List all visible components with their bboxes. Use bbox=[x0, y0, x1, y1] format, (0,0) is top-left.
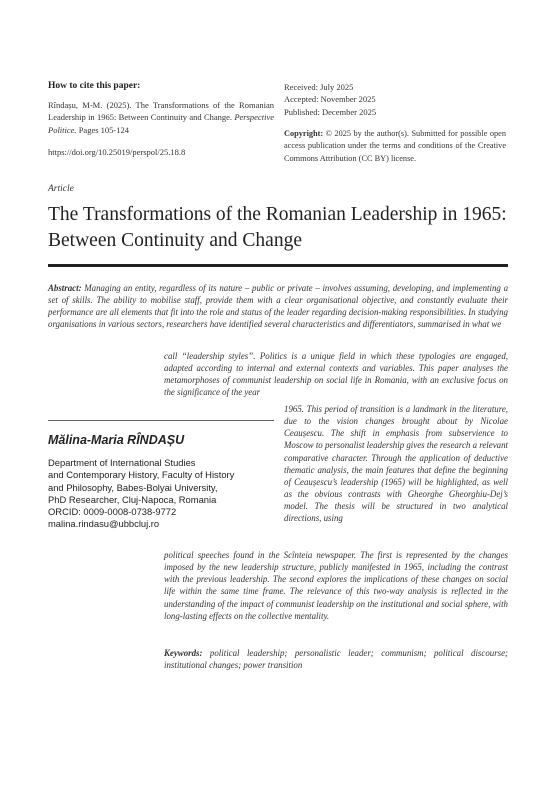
abstract-part-1 bbox=[48, 282, 508, 331]
citation-text: Rîndașu, M-M. (2025). The Transformations of the Romanian Leadership in 1965: Between Continuity and Change. Perspective Politice. Pages 105-124 bbox=[48, 100, 274, 135]
affiliation-line: and Contemporary History, Faculty of History bbox=[48, 469, 235, 481]
abstract-part-3: 1965. This period of transition is a landmark in the literature, due to the vision changes brought about by Nicolae Ceaușescu. The shift in emphasis from subservience to Moscow to personalist leadership gives the research a relevant comparative character. Through the application of deductive thematic analysis, the main features that define the beginning of Ceaușescu’s leadership (1965) will be highlighted, as well as the obvious contrasts with Gheorghe Gheorghiu-Dej’s model. The thesis will be structured in two analytical directions, using bbox=[284, 404, 508, 524]
copyright-notice bbox=[284, 128, 506, 165]
author-divider bbox=[48, 420, 274, 421]
orcid[interactable]: ORCID: 0009-0008-0738-9772 bbox=[48, 506, 177, 518]
cite-heading: How to cite this paper: bbox=[48, 81, 141, 91]
article-title: The Transformations of the Romanian Leadership in 1965: Between Continuity and Change bbox=[48, 204, 507, 251]
affiliation-line: PhD Researcher, Cluj-Napoca, Romania bbox=[48, 493, 217, 505]
title-divider bbox=[48, 264, 508, 267]
accepted-date: Accepted: November 2025 bbox=[284, 94, 376, 105]
published-date: Published: December 2025 bbox=[284, 106, 377, 117]
author-affiliation bbox=[48, 457, 278, 531]
affiliation-line: and Philosophy, Babes-Bolyai University, bbox=[48, 481, 218, 493]
abstract-part-4: political speeches found in the Scînteia newspaper. The first is represented by the changes imposed by the new leadership structure, publicly manifested in 1965, including the contrast with the previous leadership. The second explores the implications of these changes on social life within the same time frame. The relevance of this two-way analysis is reflected in the understanding of the impact of communist leadership on the institutional and social sphere, with long-lasting effects on the collective mentality. bbox=[164, 550, 508, 621]
received-date: Received: July 2025 bbox=[284, 82, 354, 92]
keywords bbox=[164, 647, 508, 671]
publication-dates bbox=[284, 81, 376, 118]
keywords-label: Keywords: bbox=[164, 648, 203, 658]
article-type: Article bbox=[48, 184, 74, 194]
abstract-label: Abstract: bbox=[48, 283, 82, 293]
copyright-text: © 2025 by the author(s). Submitted for possible open access publication under the terms and conditions of the Creative Commons Attribution (CC BY) license. bbox=[284, 129, 506, 163]
affiliation-line: Department of International Studies bbox=[48, 457, 196, 468]
doi-link[interactable]: https://doi.org/10.25019/perspol/25.18.8 bbox=[48, 147, 186, 157]
author-email[interactable]: malina.rindasu@ubbcluj.ro bbox=[48, 518, 160, 530]
author-name: Mălina-Maria RÎNDAȘU bbox=[48, 433, 185, 447]
keywords-text: political leadership; personalistic leader; communism; political discourse; institutional changes; power transition bbox=[164, 648, 508, 671]
abstract-part-2: call “leadership styles”. Politics is a unique field in which these typologies are engaged, adapted according to internal and external contexts and variables. This paper analyses the metamorphoses of communist leadership on social life in Romania, with an exclusive focus on the significance of the year bbox=[164, 351, 508, 398]
copyright-label: Copyright: bbox=[284, 129, 324, 138]
abstract-text-1: Managing an entity, regardless of its nature – public or private – involves assuming, developing, and implementing a set of skills. The ability to mobilise staff, provide them with a clear organisational objective, and constantly evaluate their performance are all elements that fit into the role and status of the leader regarding decision-making responsibilities. In studying organisations in various sectors, researchers have identified several characteristics and differentiators, summarised in what we bbox=[48, 283, 509, 330]
